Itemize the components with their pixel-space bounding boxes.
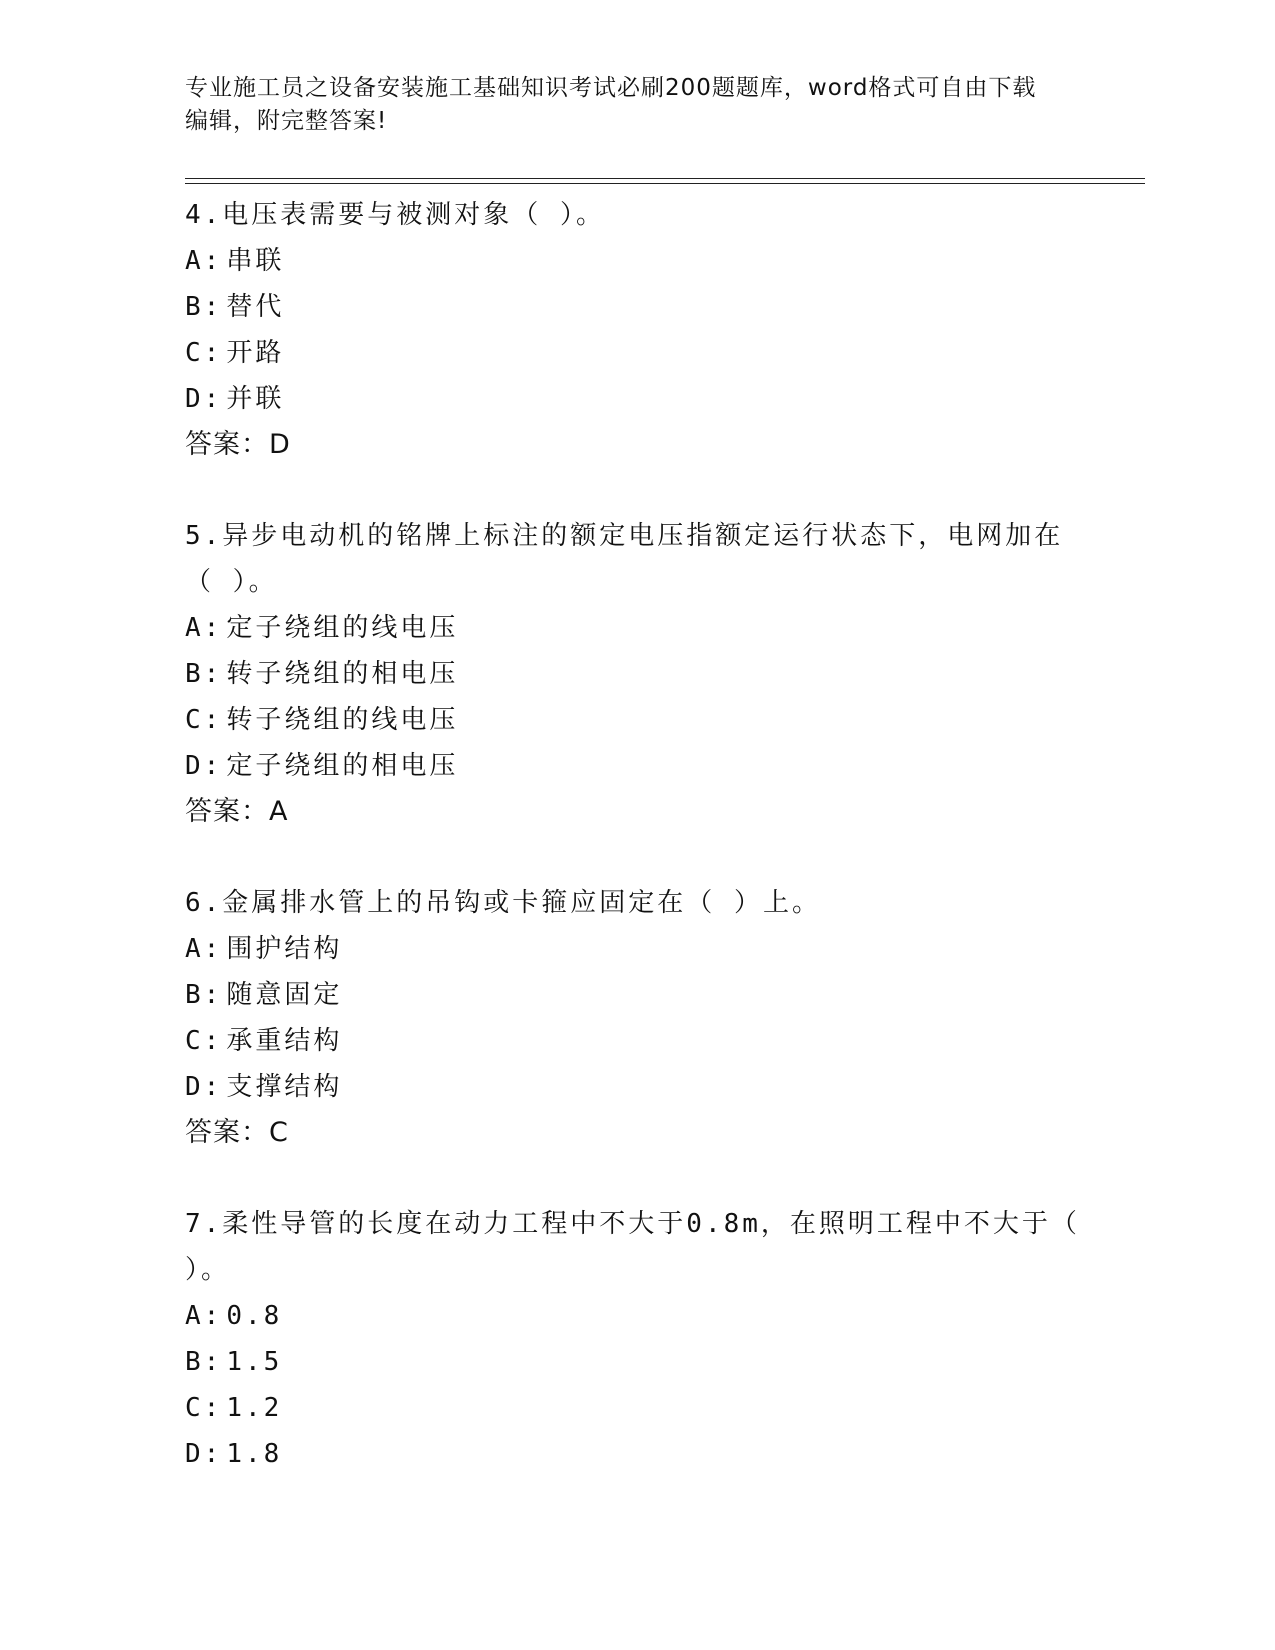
header-divider-top	[185, 178, 1145, 179]
option-letter: D:	[185, 1439, 223, 1469]
option-text: 1.5	[226, 1347, 283, 1377]
option-letter: B:	[185, 1347, 223, 1377]
option-text: 围护结构	[226, 934, 343, 964]
option-c	[185, 330, 1085, 376]
option-letter: B:	[185, 292, 223, 322]
option-a	[185, 238, 1085, 284]
option-letter: A:	[185, 1301, 223, 1331]
option-c	[185, 697, 1085, 743]
option-a	[185, 1293, 1085, 1339]
option-d	[185, 1064, 1085, 1110]
option-text: 1.2	[226, 1393, 283, 1423]
option-letter: C:	[185, 338, 223, 368]
question-5	[185, 513, 1085, 835]
option-letter: D:	[185, 384, 223, 414]
option-letter: D:	[185, 751, 223, 781]
question-4	[185, 192, 1085, 468]
header-divider-bottom	[185, 183, 1145, 184]
option-letter: D:	[185, 1072, 223, 1102]
option-a	[185, 926, 1085, 972]
option-d	[185, 743, 1085, 789]
option-text: 替代	[226, 292, 285, 322]
option-d	[185, 1431, 1085, 1477]
option-b	[185, 1339, 1085, 1385]
question-6	[185, 880, 1085, 1156]
option-text: 随意固定	[226, 980, 343, 1010]
answer: 答案：C	[185, 1117, 289, 1148]
page-header	[185, 72, 1085, 138]
option-letter: C:	[185, 1393, 223, 1423]
option-b	[185, 651, 1085, 697]
question-stem: 7.柔性导管的长度在动力工程中不大于0.8m，在照明工程中不大于（ ）。	[185, 1209, 1080, 1285]
option-d	[185, 376, 1085, 422]
option-letter: C:	[185, 705, 223, 735]
option-c	[185, 1385, 1085, 1431]
question-stem: 5.异步电动机的铭牌上标注的额定电压指额定运行状态下，电网加在（ ）。	[185, 521, 1064, 597]
option-text: 定子绕组的线电压	[226, 613, 459, 643]
option-b	[185, 972, 1085, 1018]
option-letter: B:	[185, 659, 223, 689]
option-letter: C:	[185, 1026, 223, 1056]
answer: 答案：A	[185, 796, 289, 827]
option-text: 串联	[226, 246, 285, 276]
option-a	[185, 605, 1085, 651]
option-text: 承重结构	[226, 1026, 343, 1056]
option-letter: A:	[185, 934, 223, 964]
option-letter: A:	[185, 246, 223, 276]
option-c	[185, 1018, 1085, 1064]
option-text: 支撑结构	[226, 1072, 343, 1102]
question-7	[185, 1201, 1085, 1477]
option-b	[185, 284, 1085, 330]
option-text: 定子绕组的相电压	[226, 751, 459, 781]
option-text: 转子绕组的线电压	[226, 705, 459, 735]
option-text: 开路	[226, 338, 285, 368]
option-text: 0.8	[226, 1301, 283, 1331]
option-text: 并联	[226, 384, 285, 414]
question-stem: 6.金属排水管上的吊钩或卡箍应固定在（ ）上。	[185, 888, 821, 918]
answer: 答案：D	[185, 429, 291, 460]
option-text: 1.8	[226, 1439, 283, 1469]
option-letter: B:	[185, 980, 223, 1010]
header-line-2: 编辑，附完整答案!	[185, 108, 388, 134]
question-stem: 4.电压表需要与被测对象（ ）。	[185, 200, 605, 230]
option-text: 转子绕组的相电压	[226, 659, 459, 689]
option-letter: A:	[185, 613, 223, 643]
question-list	[185, 192, 1085, 1522]
header-line-1: 专业施工员之设备安装施工基础知识考试必刷200题题库，word格式可自由下载	[185, 75, 1037, 101]
